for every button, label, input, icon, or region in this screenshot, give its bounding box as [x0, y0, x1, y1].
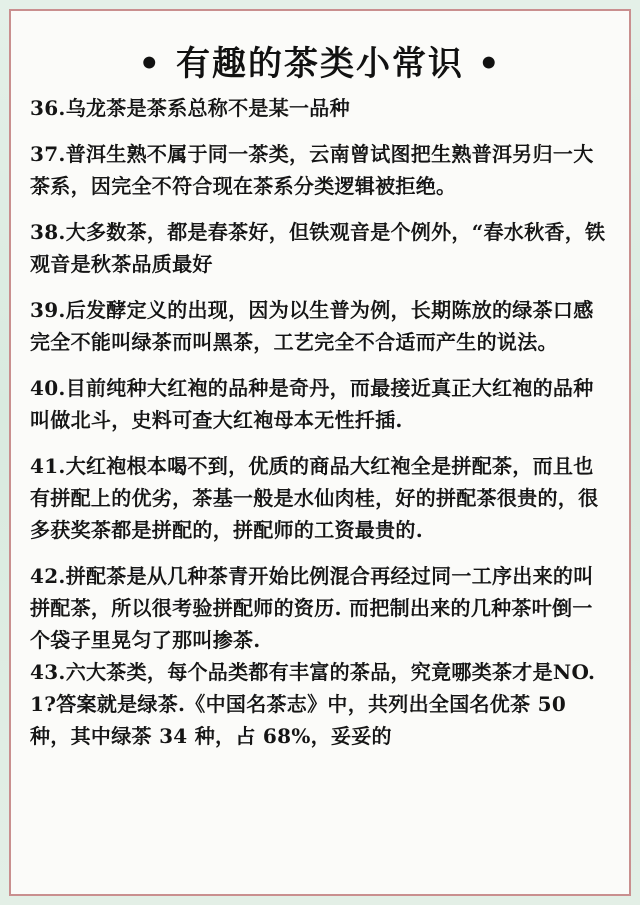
tip-39: 39.后发酵定义的出现，因为以生普为例，长期陈放的绿茶口感完全不能叫绿茶而叫黑茶，工艺完全不合适而产生的说法。 — [30, 298, 594, 354]
tip-41: 41.大红袍根本喝不到，优质的商品大红袍全是拼配茶，而且也有拼配上的优劣，茶基一般是水仙肉桂，好的拼配茶很贵的，很多获奖茶都是拼配的，拼配师的工资最贵的. — [30, 454, 599, 542]
tip-42: 42.拼配茶是从几种茶青开始比例混合再经过同一工序出来的叫拼配茶，所以很考验拼配师的资历. 而把制出来的几种茶叶倒一个袋子里晃匀了那叫掺茶. — [30, 564, 594, 652]
tip-38: 38.大多数茶，都是春茶好，但铁观音是个例外，“春水秋香，铁观音是秋茶品质最好 — [30, 220, 606, 276]
tip-40: 40.目前纯种大红袍的品种是奇丹，而最接近真正大红袍的品种叫做北斗，史料可查大红袍母本无性扦插. — [30, 376, 594, 432]
tips-list — [30, 92, 612, 752]
tip-37: 37.普洱生熟不属于同一茶类，云南曾试图把生熟普洱另归一大茶系，因完全不符合现在茶系分类逻辑被拒绝。 — [30, 142, 594, 198]
tip-36: 36.乌龙茶是茶系总称不是某一品种 — [30, 96, 350, 120]
page-title: • 有趣的茶类小常识 • — [138, 44, 502, 84]
tip-43: 43.六大茶类，每个品类都有丰富的茶品，究竟哪类茶才是NO.1?答案就是绿茶.《中国名茶志》中，共列出全国名优茶 50 种，其中绿茶 34 种，占 68%，妥妥的 — [30, 660, 596, 748]
